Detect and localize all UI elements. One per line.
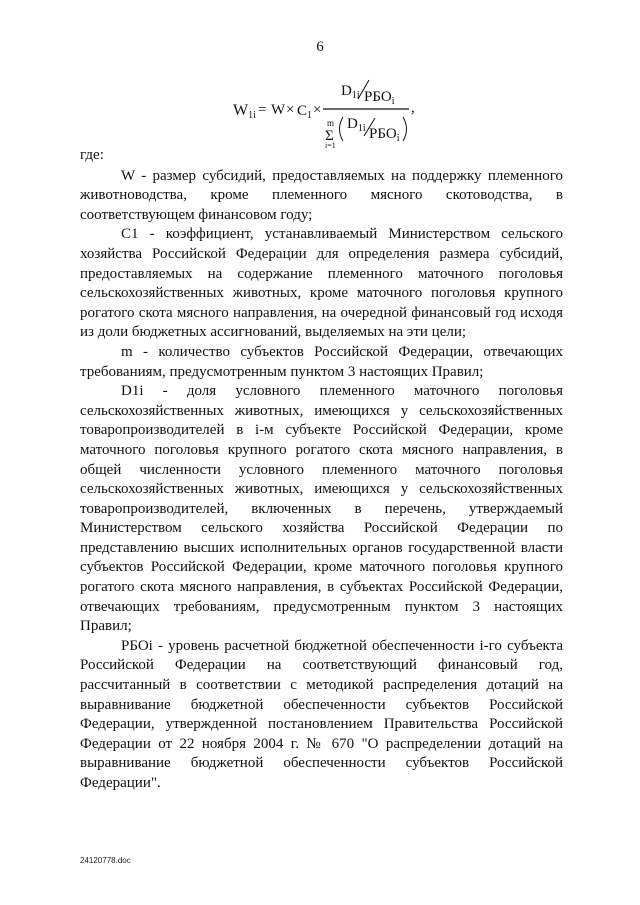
denominator-d: $D_{1i}$ bbox=[347, 116, 366, 134]
formula-w: W bbox=[271, 102, 286, 118]
formula-eq: = bbox=[258, 102, 267, 118]
paragraph-d1i: D1i - доля условного племенного маточного поголовья сельскохозяйственных животных, имеющихся у сельскохозяйственных товаропроизводителей в i-м субъекте Российской Федерации, кроме маточного поголовья крупного рогатого скота мясного направления, в общей численности условного племенного маточного поголовья сельскохозяйственных животных, имеющихся у сельскохозяйственных товаропроизводителей, включенных в перечень, утверждаемый Министерством сельского хозяйства Российской Федерации по представлению высших исполнительных органов государственной власти субъектов Российской Федерации, кроме маточного поголовья крупного рогатого скота мясного направления, в субъектах Российской Федерации, отвечающих требованиям, предусмотренным пунктом 3 настоящих Правил; bbox=[80, 383, 563, 635]
sum-top: m bbox=[327, 118, 335, 128]
formula-lhs: W1i bbox=[233, 102, 256, 121]
left-paren bbox=[340, 117, 344, 141]
paragraph-c1: C1 - коэффициент, устанавливаемый Министерством сельского хозяйства Российской Федерации для определения размера субсидий, предоставляемых на содержание племенного маточного поголовья сельскохозяйственных животных, кроме маточного поголовья крупного рогатого скота мясного направления, на очередной финансовый год исходя из доли бюджетных ассигнований, выделяемых на эти цели; bbox=[80, 226, 563, 341]
formula-trailing-comma: , bbox=[411, 100, 415, 116]
intro-label: где: bbox=[80, 147, 104, 163]
sum-bottom: i=1 bbox=[325, 141, 336, 150]
page-number: 6 bbox=[316, 39, 324, 55]
numerator-rbo: $РБО_i$ bbox=[364, 89, 395, 107]
sigma-symbol: Σ bbox=[325, 128, 334, 144]
file-name-footer: 24120778.doc bbox=[80, 856, 131, 865]
formula-times-1: × bbox=[286, 102, 295, 118]
numerator-d: $D_{1i}$ bbox=[341, 83, 360, 101]
paragraph-rbo: РБОi - уровень расчетной бюджетной обеспеченности i-го субъекта Российской Федерации на соответствующий финансовый год, рассчитанный в соответствии с методикой распределения дотаций на выравнивание бюджетной обеспеченности субъектов Российской Федерации, утвержденной постановлением Правительства Российской Федерации от 22 ноября 2004 г. № 670 "О распределении дотаций на выравнивание бюджетной обеспеченности субъектов Российской Федерации". bbox=[80, 637, 563, 791]
right-paren bbox=[403, 117, 407, 141]
denominator-rbo: $РБО_i$ bbox=[369, 126, 400, 144]
body-text bbox=[80, 146, 563, 794]
paragraph-m: m - количество субъектов Российской Федерации, отвечающих требованиям, предусмотренным пунктом 3 настоящих Правил; bbox=[80, 343, 563, 380]
formula-times-2: × bbox=[313, 102, 322, 118]
formula bbox=[0, 0, 640, 160]
formula-c1: $C_1$ bbox=[297, 103, 313, 121]
paragraph-w: W - размер субсидий, предоставляемых на поддержку племенного животноводства, кроме племенного мясного скотоводства, в соответствующем финансовом году; bbox=[80, 167, 563, 223]
